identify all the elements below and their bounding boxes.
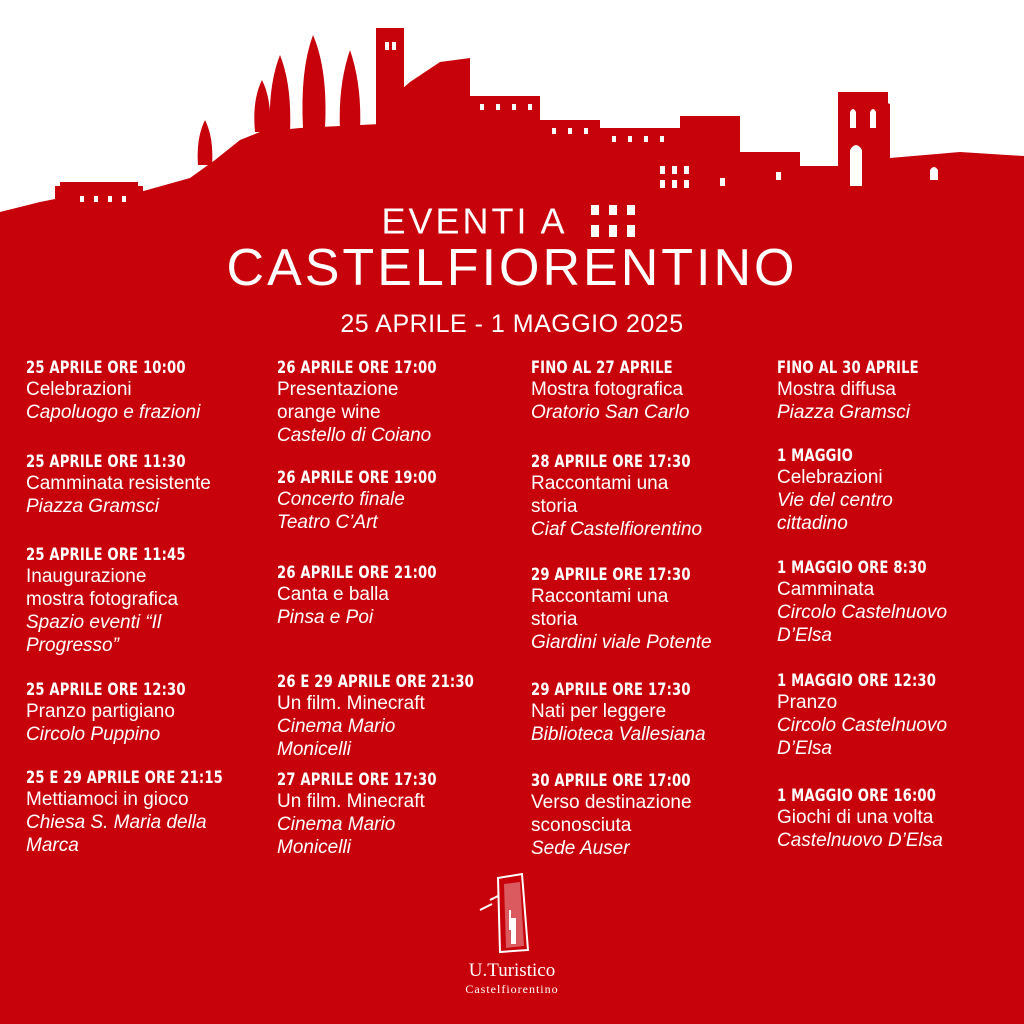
event-item [777,446,1024,535]
event-location: Circolo Castelnuovo [777,715,948,736]
event-title: Verso destinazione [531,792,692,813]
event-datetime: 26 APRILE ORE 19:00 [277,468,437,488]
event-title: Un film. Minecraft [277,791,425,812]
event-datetime: 25 APRILE ORE 11:45 [26,545,186,565]
event-location: Cinema Mario [277,716,396,737]
event-item [277,468,527,534]
event-location: Ciaf Castelfiorentino [531,519,703,540]
event-location: Circolo Castelnuovo [777,602,948,623]
event-title: storia [531,496,578,517]
event-title: Presentazione [277,379,399,400]
header-eventi-label-row [0,198,1024,242]
event-title: Mostra fotografica [531,379,684,400]
event-datetime: 1 MAGGIO ORE 16:00 [777,786,937,806]
event-item [777,358,1024,424]
event-item [777,558,1024,647]
event-title: orange wine [277,402,381,423]
event-title: Raccontami una [531,473,669,494]
event-location: Biblioteca Vallesiana [531,724,706,745]
event-item [777,786,1024,852]
event-title: Giochi di una volta [777,807,934,828]
event-location: Castello di Coiano [277,425,432,446]
event-item [26,358,276,424]
event-item [26,768,276,857]
logo-line1: U.Turistico [468,960,556,981]
event-title: Inaugurazione [26,566,147,587]
event-title: Raccontami una [531,586,669,607]
event-title: Celebrazioni [777,467,883,488]
event-title: sconosciuta [531,815,632,836]
event-datetime: 30 APRILE ORE 17:00 [531,771,691,791]
event-item [531,680,781,746]
event-location: Castelnuovo D’Elsa [777,830,943,851]
event-item [277,770,527,859]
event-location: Sede Auser [531,838,630,859]
event-location: Marca [26,835,79,856]
event-datetime: 25 E 29 APRILE ORE 21:15 [26,768,223,788]
event-location: Cinema Mario [277,814,396,835]
event-title: Mettiamoci in gioco [26,789,189,810]
event-item [277,672,527,761]
event-datetime: 25 APRILE ORE 12:30 [26,680,186,700]
event-location: Giardini viale Potente [531,632,712,653]
event-title: Pranzo [777,692,838,713]
event-location: D’Elsa [777,738,832,759]
event-location: Chiesa S. Maria della [26,812,207,833]
logo-line2: Castelfiorentino [465,982,559,996]
event-datetime: 28 APRILE ORE 17:30 [531,452,691,472]
event-location: Circolo Puppino [26,724,161,745]
event-location: D’Elsa [777,625,832,646]
event-title: storia [531,609,578,630]
event-title: Camminata resistente [26,473,211,494]
event-location: Vie del centro [777,490,893,511]
event-item [531,358,781,424]
event-datetime: 1 MAGGIO [777,446,854,466]
event-datetime: 1 MAGGIO ORE 12:30 [777,671,937,691]
event-title: Nati per leggere [531,701,667,722]
event-item [26,452,276,518]
event-title: Mostra diffusa [777,379,896,400]
event-location: Piazza Gramsci [26,496,160,517]
event-datetime: 25 APRILE ORE 10:00 [26,358,186,378]
event-item [531,565,781,654]
event-datetime: FINO AL 30 APRILE [777,358,919,378]
event-item [777,671,1024,760]
event-location: Concerto finale [277,489,405,510]
event-datetime: 27 APRILE ORE 17:30 [277,770,437,790]
event-location: Capoluogo e frazioni [26,402,201,423]
event-location: cittadino [777,513,848,534]
event-item [26,680,276,746]
event-title: Canta e balla [277,584,389,605]
event-location: Spazio eventi “Il [26,612,162,633]
event-title: Pranzo partigiano [26,701,175,722]
event-item [26,545,276,657]
event-title: Un film. Minecraft [277,693,425,714]
eventi-label: EVENTI A [381,200,568,242]
event-title: Camminata [777,579,875,600]
tower-logo-icon [470,870,550,960]
event-title: Celebrazioni [26,379,132,400]
event-location: Monicelli [277,739,351,760]
event-location: Piazza Gramsci [777,402,911,423]
event-datetime: 25 APRILE ORE 11:30 [26,452,186,472]
event-location: Oratorio San Carlo [531,402,690,423]
page-title: CASTELFIORENTINO [226,239,798,297]
event-location: Monicelli [277,837,351,858]
event-datetime: 26 E 29 APRILE ORE 21:30 [277,672,474,692]
event-datetime: 26 APRILE ORE 17:00 [277,358,437,378]
event-datetime: 29 APRILE ORE 17:30 [531,565,691,585]
event-item [531,771,781,860]
windows-icon [591,203,643,239]
event-datetime: 26 APRILE ORE 21:00 [277,563,437,583]
event-item [531,452,781,541]
event-datetime: 1 MAGGIO ORE 8:30 [777,558,927,578]
event-datetime: FINO AL 27 APRILE [531,358,673,378]
event-location: Pinsa e Poi [277,607,374,628]
date-range: 25 APRILE - 1 MAGGIO 2025 [340,310,684,338]
event-item [277,358,527,447]
event-location: Teatro C’Art [277,512,378,533]
event-location: Progresso” [26,635,119,656]
event-datetime: 29 APRILE ORE 17:30 [531,680,691,700]
event-title: mostra fotografica [26,589,179,610]
event-item [277,563,527,629]
